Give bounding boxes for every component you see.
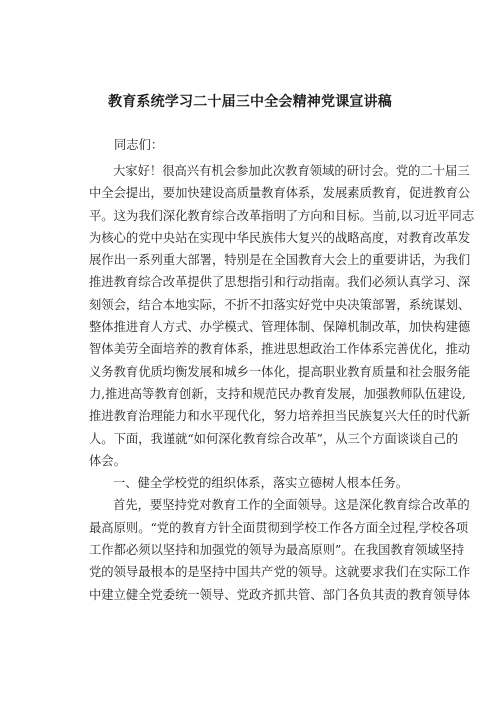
paragraph-line: 整体推进育人方式、办学模式、管理体制、保障机制改革，加快构建德 — [89, 320, 471, 335]
paragraph — [89, 160, 475, 472]
paragraph-line: 推进教育治理能力和水平现代化，努力培养担当民族复兴大任的时代新 — [89, 409, 471, 424]
paragraph — [89, 472, 429, 494]
paragraph-line: 最高原则。“党的教育方针全面贯彻到学校工作各方面全过程,学校各项 — [89, 520, 469, 535]
paragraph — [89, 494, 471, 605]
salutation: 同志们： — [114, 138, 164, 152]
paragraph-line: 一、健全学校党的组织体系，落实立德树人根本任务。 — [113, 476, 409, 491]
paragraph-line: 义务教育优质均衡发展和城乡一体化，提高职业教育质量和社会服务能 — [89, 364, 471, 379]
paragraph-line: 展作出一系列重大部署，特别是在全国教育大会上的重要讲话，为我们 — [89, 253, 471, 268]
paragraph-line: 智体美劳全面培养的教育体系，推进思想政治工作体系完善优化，推动 — [89, 342, 471, 357]
paragraph-line: 平。这为我们深化教育综合改革指明了方向和目标。当前,以习近平同志 — [89, 208, 475, 223]
paragraph-line: 体会。 — [89, 453, 126, 468]
paragraph-line: 力,推进高等教育创新，支持和规范民办教育发展，加强教师队伍建设, — [89, 386, 466, 401]
paragraph-line: 人。下面，我谨就“如何深化教育综合改革”，从三个方面谈谈自己的 — [89, 431, 459, 446]
paragraph-line: 中建立健全党委统一领导、党政齐抓共管、部门各负其责的教育领导体 — [89, 587, 471, 602]
paragraph-list — [89, 160, 475, 606]
paragraph-line: 为核心的党中央站在实现中华民族伟大复兴的战略高度，对教育改革发 — [89, 230, 471, 245]
paragraph-line: 刻领会，结合本地实际，不折不扣落实好党中央决策部署，系统谋划、 — [89, 297, 471, 312]
paragraph-line: 大家好！很高兴有机会参加此次教育领域的研讨会。党的二十届三 — [113, 164, 470, 178]
paragraph-line: 首先，要坚持党对教育工作的全面领导。这是深化教育综合改革的 — [113, 498, 470, 513]
paragraph-line: 推进教育综合改革提供了思想指引和行动指南。我们必须认真学习、深 — [89, 275, 471, 290]
document-body — [89, 134, 475, 606]
paragraph-line: 中全会提出，要加快建设高质量教育体系，发展素质教育，促进教育公 — [89, 186, 471, 201]
paragraph-line: 党的领导最根本的是坚持中国共产党的领导。这就要求我们在实际工作 — [89, 565, 471, 580]
document-title: 教育系统学习二十届三中全会精神党课宣讲稿 — [108, 94, 392, 110]
paragraph-line: 工作都必须以坚持和加强党的领导为最高原则”。在我国教育领域坚持 — [89, 543, 465, 558]
